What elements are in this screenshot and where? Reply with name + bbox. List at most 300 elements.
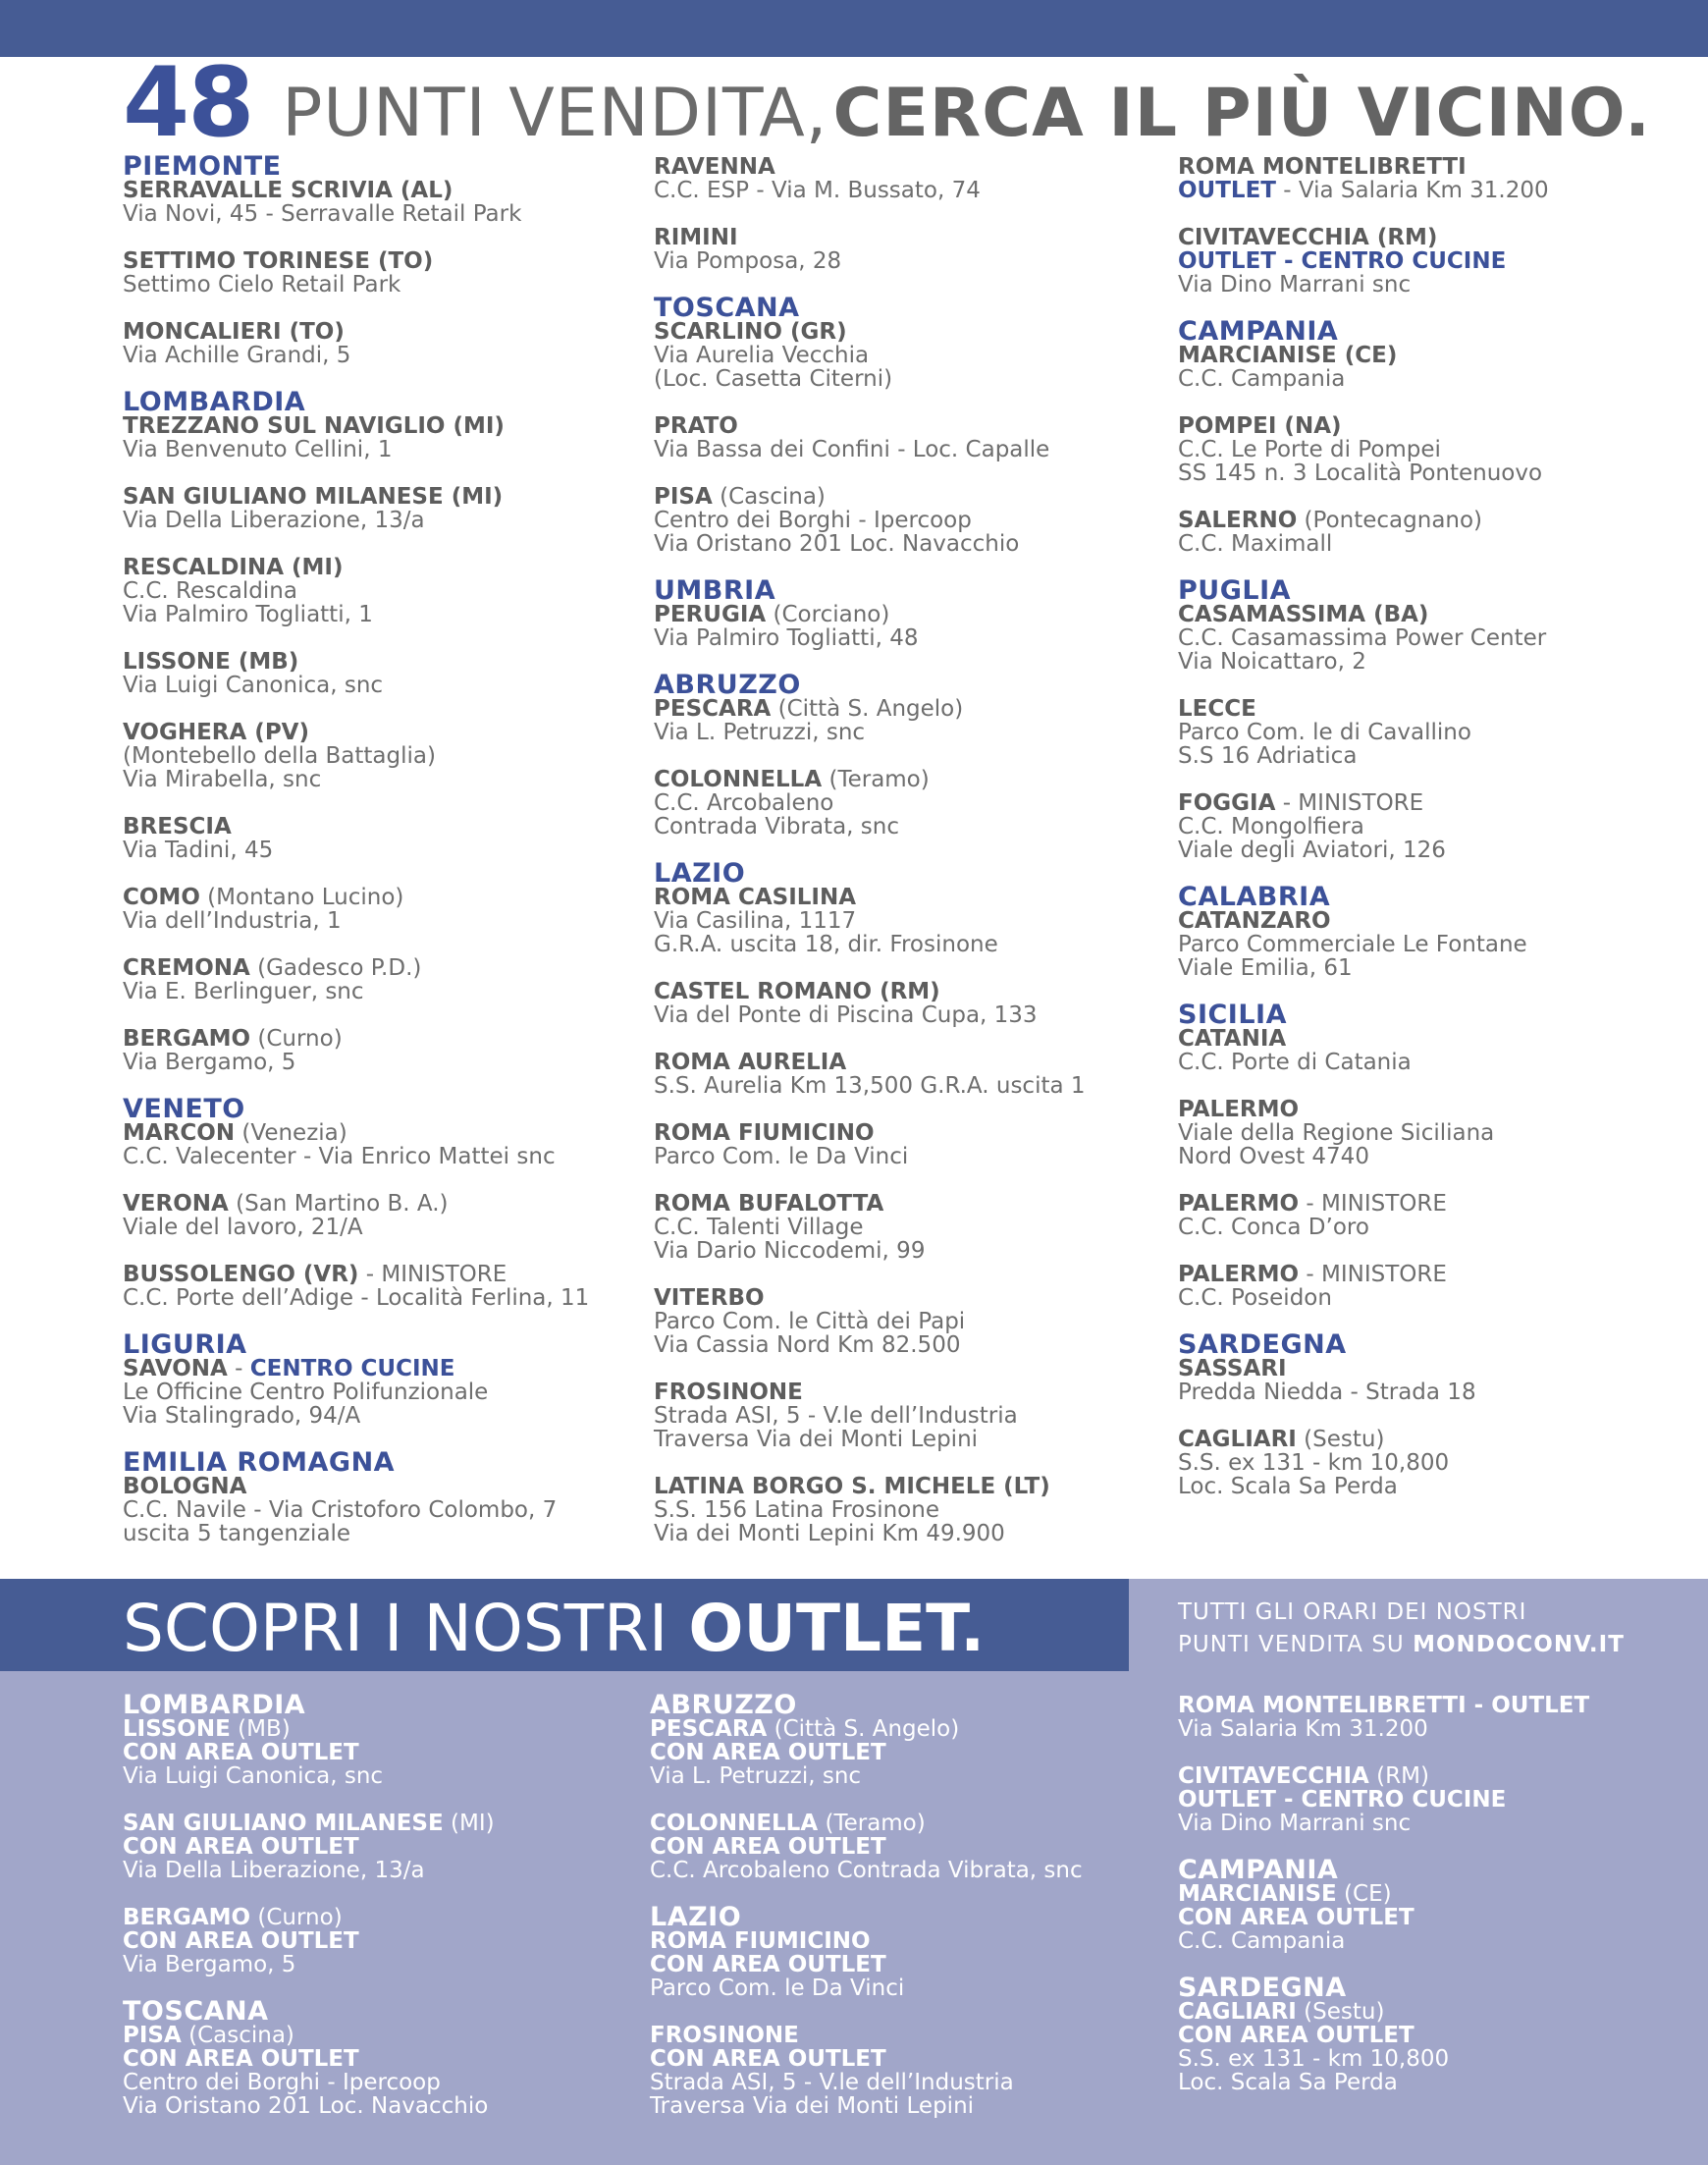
store-entry: [654, 485, 1164, 556]
store-name: [1178, 1192, 1688, 1216]
store-name: ROMA CASILINA: [654, 885, 857, 910]
store-address: Via L. Petruzzi, snc: [650, 1763, 862, 1789]
store-name-text: PISA: [654, 484, 713, 510]
region-heading: EMILIA ROMAGNA: [123, 1447, 396, 1478]
store-name: CATANZARO: [1178, 908, 1331, 934]
store-address: Via Casilina, 1117: [654, 908, 857, 934]
store-address: C.C. Arcobaleno Contrada Vibrata, snc: [650, 1858, 1083, 1883]
store-name: [123, 1357, 633, 1380]
outlet-area-tag: CON AREA OUTLET: [1178, 1905, 1414, 1930]
store-name: [654, 768, 1164, 791]
store-address: C.C. ESP - Via M. Bussato, 74: [654, 178, 981, 203]
store-address: Via Noicattaro, 2: [1178, 649, 1366, 675]
store-name-note: (Venezia): [235, 1120, 347, 1146]
outlet-entry: [650, 2024, 1160, 2118]
store-count: 48: [123, 47, 253, 159]
outlet-title-bold: OUTLET.: [688, 1591, 986, 1666]
store-address: Via Dino Marrani snc: [1178, 1811, 1412, 1836]
store-address: (Loc. Casetta Citerni): [654, 366, 893, 392]
store-address-text: - Via Salaria Km 31.200: [1275, 178, 1549, 203]
store-address: Parco Commerciale Le Fontane: [1178, 932, 1527, 957]
region-heading: PUGLIA: [1178, 575, 1292, 606]
store-address: Via Benvenuto Cellini, 1: [123, 437, 393, 462]
store-name: [1178, 2000, 1688, 2024]
store-entry: [654, 768, 1164, 839]
store-address: SS 145 n. 3 Località Pontenuovo: [1178, 460, 1543, 486]
outlet-entry: [123, 1717, 633, 1788]
store-name-text: SAN GIULIANO MILANESE: [123, 1811, 444, 1836]
store-name-text: LISSONE: [123, 1716, 231, 1742]
store-entry: [1178, 603, 1688, 674]
store-address: Via Bergamo, 5: [123, 1050, 296, 1075]
store-name: FROSINONE: [650, 2023, 799, 2048]
store-name-text: PALERMO: [1178, 1191, 1300, 1217]
outlet-entry: [1178, 1882, 1688, 1953]
store-name: [1178, 509, 1688, 532]
store-address: Loc. Scala Sa Perda: [1178, 1474, 1398, 1499]
store-name: SERRAVALLE SCRIVIA (AL): [123, 178, 454, 203]
store-address: Via Palmiro Togliatti, 48: [654, 625, 919, 651]
store-entry: [654, 980, 1164, 1027]
store-name-note: (CE): [1336, 1881, 1392, 1907]
store-name-text: FOGGIA: [1178, 790, 1276, 816]
store-entry: [123, 1357, 633, 1428]
region-heading: LAZIO: [650, 1902, 742, 1932]
store-address: S.S. ex 131 - km 10,800: [1178, 1450, 1450, 1476]
store-entry: [1178, 509, 1688, 556]
store-name: SETTIMO TORINESE (TO): [123, 248, 434, 274]
outlet-title: [123, 1591, 985, 1666]
store-entry: [654, 603, 1164, 650]
store-address: Via Achille Grandi, 5: [123, 343, 351, 368]
region-heading: CAMPANIA: [1178, 316, 1339, 347]
store-address: Settimo Cielo Retail Park: [123, 272, 401, 298]
store-entry: [1178, 1027, 1688, 1074]
store-address: Traversa Via dei Monti Lepini: [654, 1427, 979, 1452]
store-name: LECCE: [1178, 696, 1256, 722]
store-name-text: PISA: [123, 2023, 182, 2048]
outlet-entry: [650, 1929, 1160, 2000]
outlet-entry: [1178, 1764, 1688, 1835]
store-name-note: - MINISTORE: [1299, 1191, 1447, 1217]
store-entry: [123, 1121, 633, 1168]
store-entry: [654, 1051, 1164, 1098]
store-name: CATANIA: [1178, 1026, 1287, 1052]
store-name: POMPEI (NA): [1178, 413, 1342, 439]
store-address: Via Palmiro Togliatti, 1: [123, 602, 373, 627]
store-address: Via Salaria Km 31.200: [1178, 1716, 1428, 1742]
store-name-text: PERUGIA: [654, 602, 767, 627]
region-heading: CAMPANIA: [1178, 1855, 1339, 1885]
store-name-note: - MINISTORE: [358, 1262, 507, 1287]
outlet-title-light: SCOPRI I NOSTRI: [123, 1591, 689, 1666]
store-name: [654, 485, 1164, 509]
store-address: Predda Niedda - Strada 18: [1178, 1380, 1476, 1405]
store-entry: [1178, 414, 1688, 485]
store-name: [123, 1192, 633, 1216]
store-name: [123, 1906, 633, 1929]
store-entry: [654, 155, 1164, 202]
store-name-text: BUSSOLENGO (VR): [123, 1262, 359, 1287]
store-name-note: (Montano Lucino): [199, 885, 404, 910]
store-name: CIVITAVECCHIA (RM): [1178, 225, 1438, 250]
store-name: [123, 1027, 633, 1051]
store-address: Via Mirabella, snc: [123, 767, 322, 792]
store-name: RIMINI: [654, 225, 738, 250]
store-name-note: (Cascina): [712, 484, 826, 510]
store-name-text: BERGAMO: [123, 1905, 251, 1930]
outlet-entry: [650, 1717, 1160, 1788]
outlet-entry: [650, 1812, 1160, 1882]
store-entry: [123, 1475, 633, 1545]
region-heading: LIGURIA: [123, 1329, 247, 1360]
store-entry: [123, 650, 633, 697]
store-name: [1178, 1764, 1688, 1788]
store-address: Via Bergamo, 5: [123, 1952, 296, 1977]
store-entry: [123, 179, 633, 226]
store-name: [1178, 1263, 1688, 1286]
store-address: Via Luigi Canonica, snc: [123, 1763, 384, 1789]
store-address: Viale del lavoro, 21/A: [123, 1215, 363, 1240]
store-name: ROMA BUFALOTTA: [654, 1191, 884, 1217]
outlet-entry: [123, 2024, 633, 2118]
store-address: S.S. Aurelia Km 13,500 G.R.A. uscita 1: [654, 1073, 1086, 1099]
store-entry: [654, 886, 1164, 956]
store-entry: [123, 815, 633, 862]
store-name: FROSINONE: [654, 1380, 803, 1405]
store-name-separator: -: [227, 1356, 250, 1381]
store-name-note: (RM): [1368, 1763, 1429, 1789]
store-entry: [654, 1121, 1164, 1168]
store-name: VITERBO: [654, 1285, 765, 1311]
store-name-note: (Curno): [250, 1026, 343, 1052]
store-address: S.S. 156 Latina Frosinone: [654, 1497, 939, 1523]
outlet-area-tag: CON AREA OUTLET: [650, 1834, 886, 1860]
store-name: [123, 886, 633, 909]
store-address: G.R.A. uscita 18, dir. Frosinone: [654, 932, 998, 957]
store-entry: [1178, 1428, 1688, 1498]
store-address: C.C. Casamassima Power Center: [1178, 625, 1547, 651]
store-entry: [123, 1263, 633, 1310]
store-address: C.C. Arcobaleno: [654, 790, 834, 816]
store-name-note: (Teramo): [822, 767, 930, 792]
store-address: Via Dario Niccodemi, 99: [654, 1238, 926, 1264]
store-name: [654, 697, 1164, 721]
store-address: Via dei Monti Lepini Km 49.900: [654, 1521, 1005, 1546]
store-address: Via L. Petruzzi, snc: [654, 720, 866, 745]
outlet-tag: OUTLET - CENTRO CUCINE: [1178, 248, 1507, 274]
outlet-entry: [1178, 2000, 1688, 2094]
region-heading: SICILIA: [1178, 1000, 1287, 1030]
store-name-text: MARCON: [123, 1120, 236, 1146]
store-name: [123, 1717, 633, 1741]
region-heading: LOMBARDIA: [123, 1690, 306, 1720]
store-name-text: VERONA: [123, 1191, 229, 1217]
store-address: C.C. Navile - Via Cristoforo Colombo, 7: [123, 1497, 558, 1523]
note-line-2: [1178, 1629, 1688, 1661]
store-name-text: MARCIANISE: [1178, 1881, 1337, 1907]
store-entry: [123, 556, 633, 626]
store-entry: [654, 414, 1164, 461]
store-entry: [1178, 909, 1688, 980]
store-address: Strada ASI, 5 - V.le dell’Industria: [654, 1403, 1018, 1429]
store-name-note: (Città S. Angelo): [767, 1716, 960, 1742]
store-address: Parco Com. le Da Vinci: [650, 1976, 905, 2001]
store-name-tag: CENTRO CUCINE: [249, 1356, 455, 1381]
store-entry: [1178, 1263, 1688, 1310]
region-heading: LOMBARDIA: [123, 387, 306, 417]
store-name: [1178, 791, 1688, 815]
store-name: MONCALIERI (TO): [123, 319, 345, 345]
store-name-text: PESCARA: [650, 1716, 768, 1742]
store-name: [123, 1121, 633, 1145]
store-name: [1178, 1882, 1688, 1906]
store-address: Via Tadini, 45: [123, 838, 274, 863]
store-name-note: (Città S. Angelo): [771, 696, 964, 722]
store-name: TREZZANO SUL NAVIGLIO (MI): [123, 413, 505, 439]
store-entry: [654, 1192, 1164, 1263]
store-entry: [654, 1286, 1164, 1357]
headline-bold: CERCA IL PIÙ VICINO.: [832, 75, 1651, 152]
store-address: Viale degli Aviatori, 126: [1178, 838, 1446, 863]
outlet-column-3: [1178, 1694, 1688, 2118]
outlet-area-tag: CON AREA OUTLET: [123, 1740, 359, 1765]
store-address: Via E. Berlinguer, snc: [123, 979, 364, 1004]
store-name-note: (San Martino B. A.): [228, 1191, 449, 1217]
store-column-2: [654, 155, 1164, 1545]
store-name: RAVENNA: [654, 154, 775, 180]
store-entry: [1178, 226, 1688, 297]
store-address: Viale della Regione Siciliana: [1178, 1120, 1495, 1146]
store-address: C.C. Maximall: [1178, 531, 1333, 557]
store-name: PALERMO: [1178, 1097, 1300, 1122]
store-entry: [123, 320, 633, 367]
outlet-area-tag: CON AREA OUTLET: [123, 1928, 359, 1954]
store-address: C.C. Talenti Village: [654, 1215, 864, 1240]
store-name: SAN GIULIANO MILANESE (MI): [123, 484, 504, 510]
store-name-text: CAGLIARI: [1178, 1999, 1297, 2025]
store-name-note: (Pontecagnano): [1297, 508, 1483, 533]
store-address: C.C. Mongolfiera: [1178, 814, 1364, 839]
store-name-text: COLONNELLA: [654, 767, 823, 792]
store-address: C.C. Campania: [1178, 366, 1346, 392]
store-entry: [1178, 1357, 1688, 1404]
store-address: Traversa Via dei Monti Lepini: [650, 2093, 975, 2119]
region-heading: ABRUZZO: [654, 670, 801, 700]
store-name-text: PESCARA: [654, 696, 772, 722]
store-address: Via dell’Industria, 1: [123, 908, 342, 934]
store-address: Via Bassa dei Confini - Loc. Capalle: [654, 437, 1050, 462]
page-headline: [123, 47, 1651, 159]
store-address: S.S. ex 131 - km 10,800: [1178, 2046, 1450, 2072]
store-address: Via Della Liberazione, 13/a: [123, 1858, 425, 1883]
store-address: Viale Emilia, 61: [1178, 955, 1353, 981]
store-name-text: PALERMO: [1178, 1262, 1300, 1287]
store-name-note: (Sestu): [1296, 1427, 1385, 1452]
region-heading: VENETO: [123, 1094, 245, 1124]
store-name: ROMA FIUMICINO: [650, 1928, 871, 1954]
store-name: ROMA MONTELIBRETTI: [1178, 154, 1467, 180]
store-name: LISSONE (MB): [123, 649, 299, 675]
store-name: ROMA MONTELIBRETTI - OUTLET: [1178, 1693, 1590, 1718]
store-entry: [1178, 155, 1688, 202]
store-entry: [123, 485, 633, 532]
region-heading: SARDEGNA: [1178, 1973, 1347, 2003]
store-name-note: (MI): [443, 1811, 495, 1836]
store-name-note: (Cascina): [181, 2023, 294, 2048]
store-entry: [123, 956, 633, 1003]
store-address: Via Luigi Canonica, snc: [123, 673, 384, 698]
store-name-text: SAVONA: [123, 1356, 228, 1381]
store-name: [1178, 1428, 1688, 1451]
outlet-entry: [123, 1906, 633, 1976]
outlet-area-tag: CON AREA OUTLET: [650, 1952, 886, 1977]
region-heading: LAZIO: [654, 858, 746, 889]
store-name: PRATO: [654, 413, 738, 439]
store-column-1: [123, 151, 633, 1569]
region-heading: ABRUZZO: [650, 1690, 797, 1720]
store-entry: [123, 1192, 633, 1239]
store-address: Strada ASI, 5 - V.le dell’Industria: [650, 2070, 1014, 2095]
store-address: Via del Ponte di Piscina Cupa, 133: [654, 1002, 1038, 1028]
store-name: MARCIANISE (CE): [1178, 343, 1398, 368]
outlet-area-tag: CON AREA OUTLET: [123, 1834, 359, 1860]
store-name: ROMA AURELIA: [654, 1050, 847, 1075]
store-name: BRESCIA: [123, 814, 232, 839]
store-name-text: COLONNELLA: [650, 1811, 819, 1836]
store-entry: [654, 320, 1164, 391]
store-entry: [123, 721, 633, 791]
opening-hours-note: [1178, 1597, 1688, 1661]
store-address: Parco Com. le Da Vinci: [654, 1144, 909, 1169]
region-heading: CALABRIA: [1178, 882, 1331, 912]
store-name: [654, 603, 1164, 626]
store-address: Via Dino Marrani snc: [1178, 272, 1412, 298]
store-address: Via Oristano 201 Loc. Navacchio: [123, 2093, 489, 2119]
store-entry: [654, 1475, 1164, 1545]
outlet-area-tag: CON AREA OUTLET: [650, 2046, 886, 2072]
region-heading: TOSCANA: [654, 293, 800, 323]
outlet-column-2: [650, 1690, 1160, 2119]
store-entry: [1178, 1192, 1688, 1239]
store-address: Nord Ovest 4740: [1178, 1144, 1369, 1169]
store-name: LATINA BORGO S. MICHELE (LT): [654, 1474, 1050, 1499]
store-address: [1178, 179, 1688, 202]
store-name: SASSARI: [1178, 1356, 1287, 1381]
store-entry: [1178, 697, 1688, 768]
store-name: [650, 1717, 1160, 1741]
store-address: C.C. Le Porte di Pompei: [1178, 437, 1441, 462]
store-address: uscita 5 tangenziale: [123, 1521, 351, 1546]
store-address: Centro dei Borghi - Ipercoop: [123, 2070, 441, 2095]
store-name-note: (Teramo): [818, 1811, 926, 1836]
store-entry: [654, 226, 1164, 273]
outlet-entry: [123, 1812, 633, 1882]
store-name-note: (Corciano): [766, 602, 890, 627]
store-address: Centro dei Borghi - Ipercoop: [654, 508, 972, 533]
store-name: RESCALDINA (MI): [123, 555, 344, 580]
outlet-area-tag: CON AREA OUTLET: [650, 1740, 886, 1765]
store-address: Loc. Scala Sa Perda: [1178, 2070, 1398, 2095]
store-column-3: [1178, 155, 1688, 1498]
store-address: C.C. Porte dell’Adige - Località Ferlina, 11: [123, 1285, 590, 1311]
outlet-area-tag: CON AREA OUTLET: [1178, 2023, 1414, 2048]
store-address: C.C. Rescaldina: [123, 578, 297, 604]
store-name-note: (MB): [230, 1716, 291, 1742]
store-address: Via Cassia Nord Km 82.500: [654, 1332, 961, 1358]
note-line-1: TUTTI GLI ORARI DEI NOSTRI: [1178, 1599, 1527, 1625]
region-heading: UMBRIA: [654, 575, 776, 606]
store-name: SCARLINO (GR): [654, 319, 847, 345]
store-name: VOGHERA (PV): [123, 720, 309, 745]
store-entry: [1178, 344, 1688, 391]
region-heading: TOSCANA: [123, 1996, 269, 2027]
store-address: Le Officine Centro Polifunzionale: [123, 1380, 489, 1405]
store-name-note: (Curno): [250, 1905, 343, 1930]
store-name: [123, 1263, 633, 1286]
store-address: Via Oristano 201 Loc. Navacchio: [654, 531, 1020, 557]
store-address: Via Pomposa, 28: [654, 248, 842, 274]
store-name-text: SALERNO: [1178, 508, 1298, 533]
store-entry: [123, 249, 633, 297]
store-address: S.S 16 Adriatica: [1178, 743, 1358, 769]
region-heading: PIEMONTE: [123, 151, 282, 182]
store-name-text: CREMONA: [123, 955, 250, 981]
store-name-note: - MINISTORE: [1275, 790, 1424, 816]
outlet-tag: OUTLET: [1178, 178, 1276, 203]
store-name-text: CAGLIARI: [1178, 1427, 1297, 1452]
store-address: C.C. Valecenter - Via Enrico Mattei snc: [123, 1144, 556, 1169]
store-name: BOLOGNA: [123, 1474, 247, 1499]
store-name-note: - MINISTORE: [1299, 1262, 1447, 1287]
store-address: Via Novi, 45 - Serravalle Retail Park: [123, 201, 522, 227]
region-heading: SARDEGNA: [1178, 1329, 1347, 1360]
store-address: (Montebello della Battaglia): [123, 743, 436, 769]
outlet-area-tag: CON AREA OUTLET: [123, 2046, 359, 2072]
store-name: [123, 956, 633, 980]
store-entry: [1178, 791, 1688, 862]
store-address: Via Stalingrado, 94/A: [123, 1403, 361, 1429]
store-entry: [123, 414, 633, 461]
store-address: C.C. Poseidon: [1178, 1285, 1332, 1311]
headline-light: PUNTI VENDITA,: [282, 75, 828, 152]
store-entry: [123, 886, 633, 933]
store-name: CASAMASSIMA (BA): [1178, 602, 1429, 627]
website-link[interactable]: MONDOCONV.IT: [1413, 1632, 1625, 1657]
store-address: Via Aurelia Vecchia: [654, 343, 870, 368]
store-name: [123, 1812, 633, 1835]
store-address: C.C. Porte di Catania: [1178, 1050, 1412, 1075]
note-line-2-text: PUNTI VENDITA SU: [1178, 1632, 1414, 1657]
store-name: [650, 1812, 1160, 1835]
store-name-note: (Sestu): [1296, 1999, 1385, 2025]
outlet-area-tag: OUTLET - CENTRO CUCINE: [1178, 1787, 1507, 1813]
store-entry: [654, 697, 1164, 744]
outlet-column-1: [123, 1690, 633, 2141]
store-entry: [1178, 1098, 1688, 1168]
store-name-text: BERGAMO: [123, 1026, 251, 1052]
store-entry: [654, 1380, 1164, 1451]
store-address: Parco Com. le di Cavallino: [1178, 720, 1471, 745]
store-address: Parco Com. le Città dei Papi: [654, 1309, 966, 1334]
store-name-note: (Gadesco P.D.): [249, 955, 422, 981]
store-name: ROMA FIUMICINO: [654, 1120, 875, 1146]
store-name: [123, 2024, 633, 2047]
store-name-text: CIVITAVECCHIA: [1178, 1763, 1369, 1789]
store-address: C.C. Conca D’oro: [1178, 1215, 1369, 1240]
store-name-text: COMO: [123, 885, 200, 910]
store-name: CASTEL ROMANO (RM): [654, 979, 940, 1004]
